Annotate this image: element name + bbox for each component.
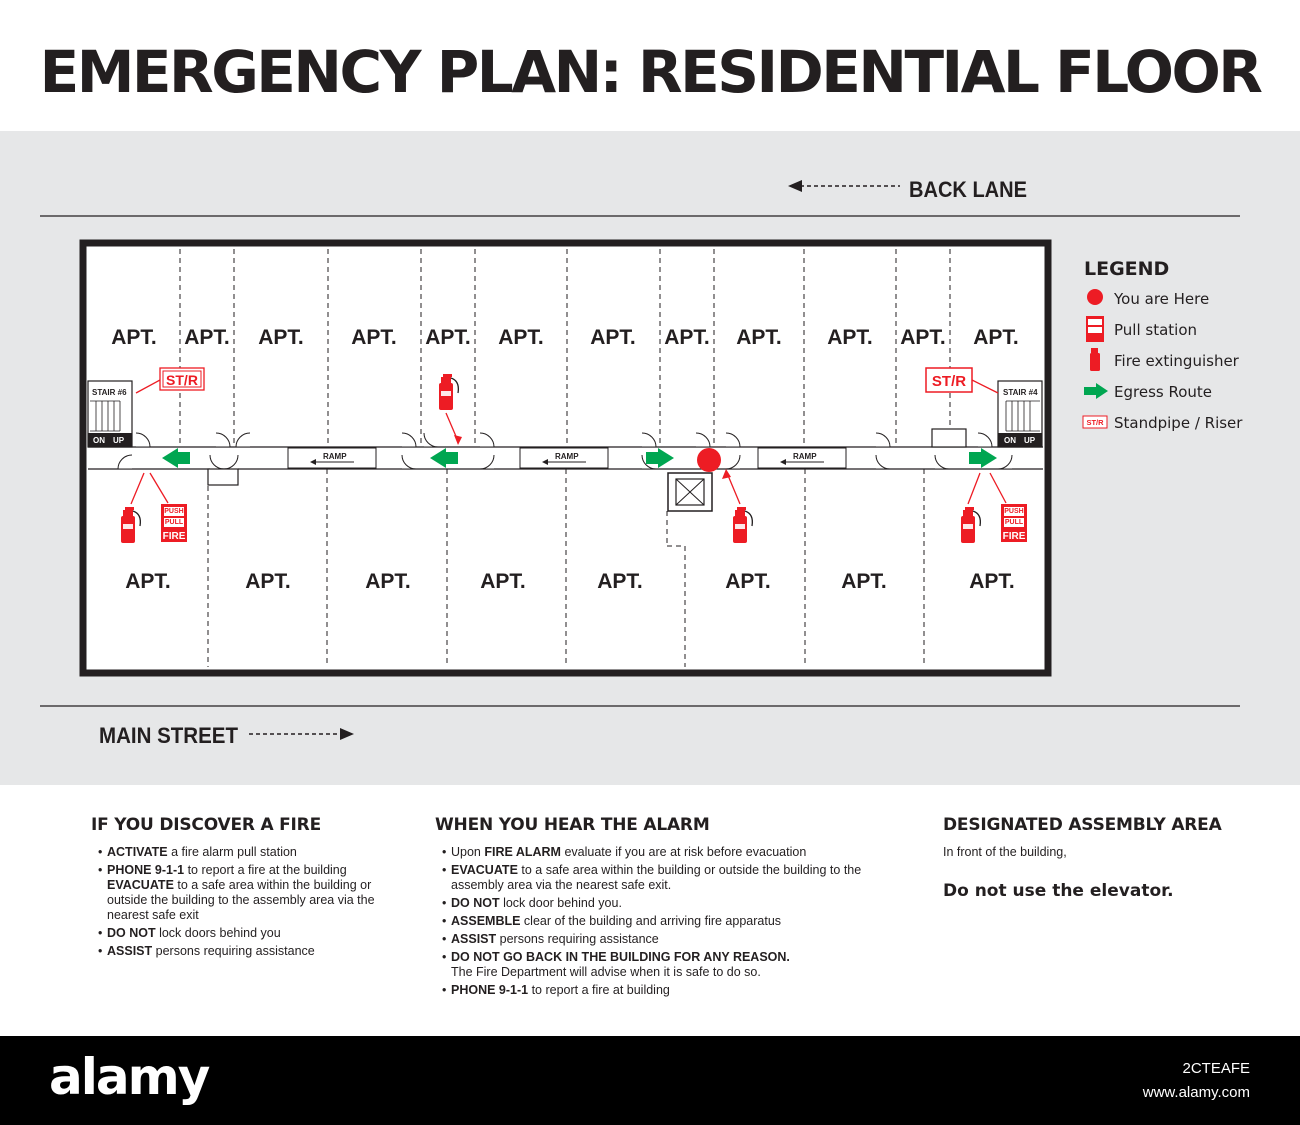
ramp-label: RAMP (793, 452, 817, 461)
apt-label: APT. (827, 326, 873, 349)
list-item-text: Upon (451, 845, 485, 859)
standpipe-label: ST/R (166, 372, 198, 388)
ramp-sections (288, 448, 846, 468)
list-item-text: a fire alarm pull station (167, 845, 297, 859)
list-item-bold: EVACUATE (451, 863, 518, 877)
floor-plan (0, 131, 1300, 785)
assembly-area-section (943, 815, 1263, 901)
apt-label: APT. (725, 570, 771, 593)
list-item-bold: DO NOT (107, 926, 156, 940)
legend-item-label: Standpipe / Riser (1114, 414, 1243, 432)
standpipe-icon-label: ST/R (1086, 418, 1104, 427)
list-item-bold: PHONE 9-1-1 (451, 983, 529, 997)
apt-label: APT. (590, 326, 636, 349)
standpipe-left (160, 368, 204, 390)
pull-station-fire: FIRE (1002, 531, 1026, 542)
list-item (435, 914, 905, 929)
floor-plan-area (0, 131, 1300, 785)
fire-extinguisher-icon (1090, 348, 1100, 371)
red-dot-icon (1087, 289, 1103, 305)
list-item-text: to a safe area within the building or outside the building to the assembly area via the nearest safe exit. (451, 863, 862, 892)
list-item-bold: DO NOT GO BACK IN THE BUILDING FOR ANY REASON. (451, 950, 790, 964)
list-item (91, 944, 411, 959)
apt-label: APT. (125, 570, 171, 593)
standpipe-icon (1083, 416, 1107, 428)
list-item-bold: PHONE 9-1-1 (107, 863, 185, 877)
apt-label: APT. (736, 326, 782, 349)
pull-station-pull: PULL (164, 519, 184, 526)
apt-label: APT. (900, 326, 946, 349)
discover-fire-section (91, 815, 411, 962)
list-item (435, 845, 905, 860)
discover-fire-list (91, 845, 411, 959)
list-item-text: lock door behind you. (499, 896, 622, 910)
hear-alarm-list (435, 845, 905, 998)
legend (1083, 258, 1243, 432)
stair-right (998, 381, 1042, 447)
list-item-bold: FIRE ALARM (484, 845, 561, 859)
elevator (668, 473, 712, 511)
pull-station-fire: FIRE (162, 531, 186, 542)
legend-item-label: Pull station (1114, 321, 1198, 339)
stair-up-label: UP (1024, 436, 1036, 445)
pull-station-push: PUSH (1004, 508, 1024, 515)
ramp-label: RAMP (555, 452, 579, 461)
apt-label: APT. (498, 326, 544, 349)
apt-label: APT. (973, 326, 1019, 349)
page-title: EMERGENCY PLAN: RESIDENTIAL FLOOR (39, 38, 1261, 106)
watermark-logo: alamy (49, 1048, 209, 1106)
list-item-text: lock doors behind you (155, 926, 281, 940)
pull-station-left (161, 504, 187, 542)
list-item-text: to report a fire at building (528, 983, 670, 997)
stair-on-label: ON (93, 436, 105, 445)
apt-label: APT. (351, 326, 397, 349)
list-item-bold: ASSEMBLE (451, 914, 521, 928)
apt-label: APT. (245, 570, 291, 593)
pull-station-right (1001, 504, 1027, 542)
stair-on-label: ON (1004, 436, 1016, 445)
assembly-area-title: DESIGNATED ASSEMBLY AREA (943, 815, 1222, 835)
apt-label: APT. (480, 570, 526, 593)
legend-item-label: Fire extinguisher (1114, 352, 1239, 370)
stair-left-label: STAIR #6 (92, 388, 127, 397)
stair-up-label: UP (113, 436, 125, 445)
assembly-area-text: In front of the building, (943, 845, 1067, 859)
apt-label: APT. (184, 326, 230, 349)
list-item-bold: ASSIST (451, 932, 497, 946)
list-item (91, 845, 411, 860)
list-item (435, 983, 905, 998)
list-item (435, 950, 905, 980)
standpipe-label: ST/R (931, 373, 967, 390)
green-arrow-icon (1084, 383, 1108, 399)
hear-alarm-title: WHEN YOU HEAR THE ALARM (435, 815, 710, 835)
apt-label: APT. (111, 326, 157, 349)
list-item-bold: ACTIVATE (107, 845, 168, 859)
list-item-text: evaluate if you are at risk before evacuation (560, 845, 807, 859)
ramp-label: RAMP (323, 452, 347, 461)
list-item-text: to a safe area within the building or outside the building to the assembly area via the nearest safe exit (107, 878, 375, 922)
list-item (435, 932, 905, 947)
apt-label: APT. (425, 326, 471, 349)
list-item-text: to report a fire at the building (184, 863, 347, 877)
apt-label: APT. (365, 570, 411, 593)
pull-station-push: PUSH (164, 508, 184, 515)
apt-label: APT. (258, 326, 304, 349)
watermark-bar (0, 1036, 1300, 1125)
list-item (91, 863, 411, 923)
list-item-text: persons requiring assistance (152, 944, 315, 958)
main-street-label: MAIN STREET (99, 723, 239, 748)
apt-label: APT. (969, 570, 1015, 593)
stair-right-label: STAIR #4 (1003, 388, 1038, 397)
list-item-text: The Fire Department will advise when it is safe to do so. (451, 965, 761, 979)
pull-station-icon (1086, 316, 1104, 342)
apt-label: APT. (664, 326, 710, 349)
list-item (91, 926, 411, 941)
standpipe-right (926, 368, 972, 392)
list-item-text: clear of the building and arriving fire apparatus (520, 914, 782, 928)
legend-title: LEGEND (1084, 258, 1170, 280)
stair-left (88, 381, 132, 447)
you-are-here-marker (697, 448, 721, 472)
watermark-image-id: 2CTEAFE (1182, 1060, 1250, 1077)
watermark-url: www.alamy.com (1142, 1084, 1250, 1101)
discover-fire-title: IF YOU DISCOVER A FIRE (91, 815, 321, 835)
list-item (435, 863, 905, 893)
list-item-bold: ASSIST (107, 944, 153, 958)
legend-item-label: You are Here (1114, 290, 1210, 308)
hear-alarm-section (435, 815, 905, 1001)
list-item (435, 896, 905, 911)
elevator-warning: Do not use the elevator. (943, 881, 1174, 901)
apt-label: APT. (597, 570, 643, 593)
list-item-text: persons requiring assistance (496, 932, 659, 946)
list-item-bold: EVACUATE (107, 878, 174, 892)
pull-station-pull: PULL (1004, 519, 1024, 526)
back-lane-label: BACK LANE (909, 177, 1027, 202)
legend-item-label: Egress Route (1114, 383, 1213, 401)
apt-label: APT. (841, 570, 887, 593)
list-item-bold: DO NOT (451, 896, 500, 910)
